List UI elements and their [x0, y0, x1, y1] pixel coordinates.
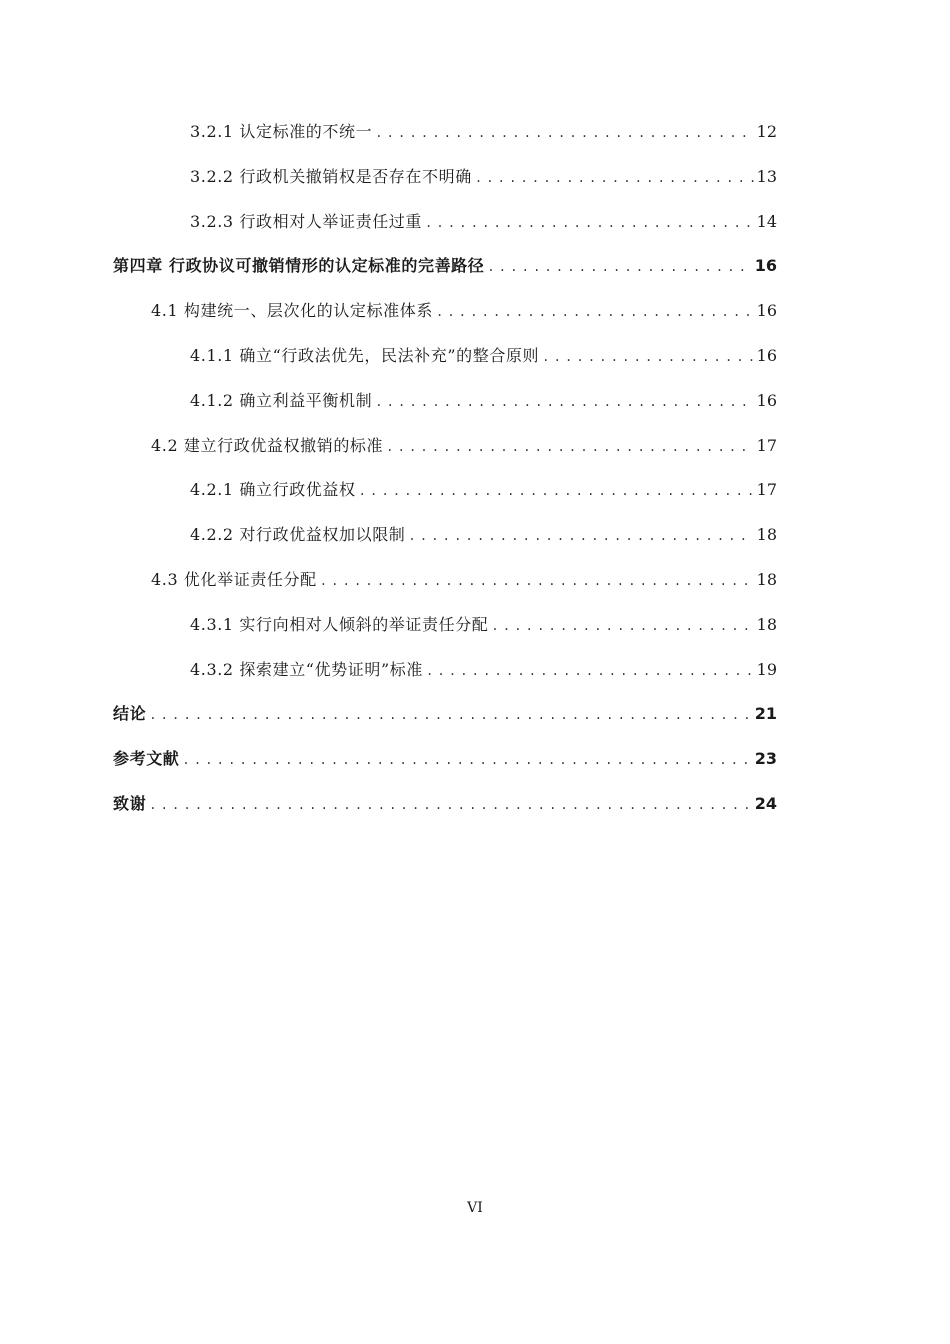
toc-page-number: 17	[756, 435, 777, 455]
toc-chapter-entry[interactable]	[113, 244, 777, 289]
toc-entry-title: 4.3.2 探索建立“优势证明”标准	[190, 659, 423, 679]
toc-page-number: 17	[756, 480, 777, 500]
footer-page-number: VI	[467, 1200, 483, 1216]
toc-page-number: 16	[756, 390, 777, 410]
toc-page-number: 21	[754, 704, 777, 724]
toc-entry-title: 4.3.1 实行向相对人倾斜的举证责任分配	[190, 614, 489, 634]
toc-dot-leader	[542, 335, 753, 380]
toc-page-number: 16	[756, 301, 777, 321]
toc-entry[interactable]	[113, 513, 777, 558]
toc-entry-title: 结论	[113, 704, 147, 724]
toc-page-number: 18	[756, 614, 777, 634]
table-of-contents	[113, 110, 777, 827]
toc-entry[interactable]	[113, 155, 777, 200]
toc-chapter-entry[interactable]	[113, 782, 777, 827]
toc-dot-leader	[425, 201, 754, 246]
toc-entry[interactable]	[113, 603, 777, 648]
toc-dot-leader	[491, 604, 753, 649]
toc-entry[interactable]	[113, 424, 777, 469]
toc-entry[interactable]	[113, 468, 777, 513]
toc-dot-leader	[182, 738, 751, 783]
toc-page-number: 16	[756, 345, 777, 365]
toc-page-number: 19	[756, 659, 777, 679]
toc-entry-title: 4.1.1 确立“行政法优先，民法补充”的整合原则	[190, 345, 540, 365]
toc-entry[interactable]	[113, 379, 777, 424]
toc-page-number: 24	[754, 793, 777, 813]
toc-entry[interactable]	[113, 334, 777, 379]
toc-entry[interactable]	[113, 558, 777, 603]
toc-entry-title: 4.3 优化举证责任分配	[151, 569, 317, 589]
toc-entry-title: 3.2.3 行政相对人举证责任过重	[190, 211, 422, 231]
toc-dot-leader	[426, 649, 754, 694]
toc-page-number: 23	[754, 749, 777, 769]
toc-page-number: 12	[756, 122, 777, 141]
toc-page-number: 18	[756, 525, 777, 545]
toc-entry-title: 4.2.1 确立行政优益权	[190, 480, 356, 500]
toc-dot-leader	[475, 156, 754, 201]
toc-entry-title: 3.2.1 认定标准的不统一	[190, 122, 373, 141]
toc-entry-title: 4.1.2 确立利益平衡机制	[190, 390, 373, 410]
toc-dot-leader	[320, 559, 754, 604]
toc-entry-title: 第四章 行政协议可撤销情形的认定标准的完善路径	[113, 256, 485, 276]
toc-dot-leader	[386, 425, 754, 470]
toc-dot-leader	[375, 380, 753, 425]
toc-dot-leader	[149, 693, 752, 738]
toc-dot-leader	[375, 111, 753, 156]
toc-page-number: 14	[756, 211, 777, 231]
toc-entry[interactable]	[113, 289, 777, 334]
toc-chapter-entry[interactable]	[113, 737, 777, 782]
toc-page-number: 13	[756, 166, 777, 186]
toc-entry[interactable]	[113, 648, 777, 693]
toc-dot-leader	[487, 245, 751, 290]
toc-entry-title: 3.2.2 行政机关撤销权是否存在不明确	[190, 166, 472, 186]
toc-entry[interactable]	[113, 110, 777, 155]
toc-entry-title: 4.2.2 对行政优益权加以限制	[190, 525, 406, 545]
toc-page-number: 16	[754, 256, 777, 276]
toc-entry-title: 4.2 建立行政优益权撤销的标准	[151, 435, 384, 455]
toc-entry[interactable]	[113, 200, 777, 245]
toc-dot-leader	[408, 514, 753, 559]
toc-dot-leader	[149, 783, 752, 828]
toc-entry-title: 4.1 构建统一、层次化的认定标准体系	[151, 301, 433, 321]
toc-chapter-entry[interactable]	[113, 692, 777, 737]
toc-entry-title: 参考文献	[113, 749, 180, 769]
toc-dot-leader	[436, 290, 754, 335]
toc-dot-leader	[359, 469, 754, 514]
toc-page-number: 18	[756, 569, 777, 589]
toc-entry-title: 致谢	[113, 793, 147, 813]
